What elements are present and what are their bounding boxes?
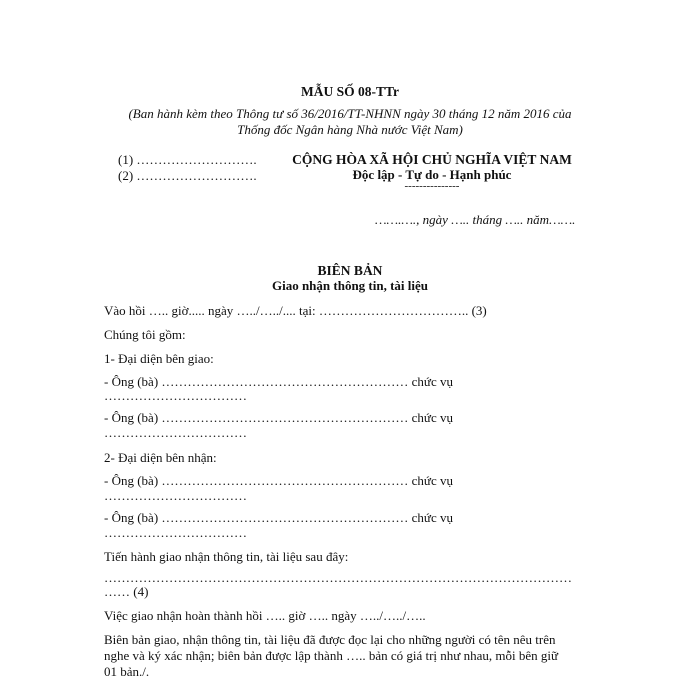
- national-motto: Độc lập - Tự do - Hạnh phúc: [352, 167, 512, 182]
- agency-field-2: (2) ……………………….: [118, 168, 257, 183]
- giver-2-line: - Ông (bà) ………………………………………………… chức vụ: [104, 410, 453, 425]
- time-place-line: Vào hồi ….. giờ..... ngày …../…../.... tại: …………………………….. (3): [104, 303, 487, 318]
- giver-1-continuation: ……………………………: [104, 388, 247, 403]
- form-code: MẪU SỐ 08-TTr: [301, 84, 399, 99]
- issued-by-line-2: Thống đốc Ngân hàng Nhà nước Việt Nam): [237, 122, 463, 137]
- giver-1-line: - Ông (bà) ………………………………………………… chức vụ: [104, 374, 453, 389]
- closing-line-3: 01 bản./.: [104, 664, 150, 679]
- proceed-line: Tiến hành giao nhận thông tin, tài liệu sau đây:: [104, 549, 349, 564]
- giver-2-continuation: ……………………………: [104, 425, 247, 440]
- closing-line-1: Biên bản giao, nhận thông tin, tài liệu đã được đọc lại cho những người có tên nêu trên: [104, 632, 556, 647]
- issued-by-line-1: (Ban hành kèm theo Thông tư số 36/2016/TT-NHNN ngày 30 tháng 12 năm 2016 của: [128, 106, 572, 121]
- completion-line: Việc giao nhận hoàn thành hồi ….. giờ ….. ngày …../…../…..: [104, 608, 426, 623]
- motto-underline: ---------------: [404, 180, 460, 192]
- giver-heading: 1- Đại diện bên giao:: [104, 351, 214, 366]
- receiver-heading: 2- Đại diện bên nhận:: [104, 450, 217, 465]
- receiver-1-line: - Ông (bà) ………………………………………………… chức vụ: [104, 473, 453, 488]
- nation-heading: CỘNG HÒA XÃ HỘI CHỦ NGHĨA VIỆT NAM: [292, 152, 572, 167]
- receiver-2-line: - Ông (bà) ………………………………………………… chức vụ: [104, 510, 453, 525]
- items-note: …… (4): [104, 584, 149, 599]
- closing-line-2: nghe và ký xác nhận; biên bản được lập thành ….. bản có giá trị như nhau, mỗi bên giữ: [104, 648, 559, 663]
- items-dots-line: ………………………………………………………………………………………………: [104, 570, 572, 585]
- receiver-2-continuation: ……………………………: [104, 525, 247, 540]
- document-subtitle: Giao nhận thông tin, tài liệu: [271, 278, 429, 293]
- document-title: BIÊN BẢN: [317, 263, 383, 278]
- place-date-line: …….…., ngày ….. tháng ….. năm…….: [375, 212, 576, 227]
- receiver-1-continuation: ……………………………: [104, 488, 247, 503]
- participants-intro: Chúng tôi gồm:: [104, 327, 186, 342]
- agency-field-1: (1) ……………………….: [118, 152, 257, 167]
